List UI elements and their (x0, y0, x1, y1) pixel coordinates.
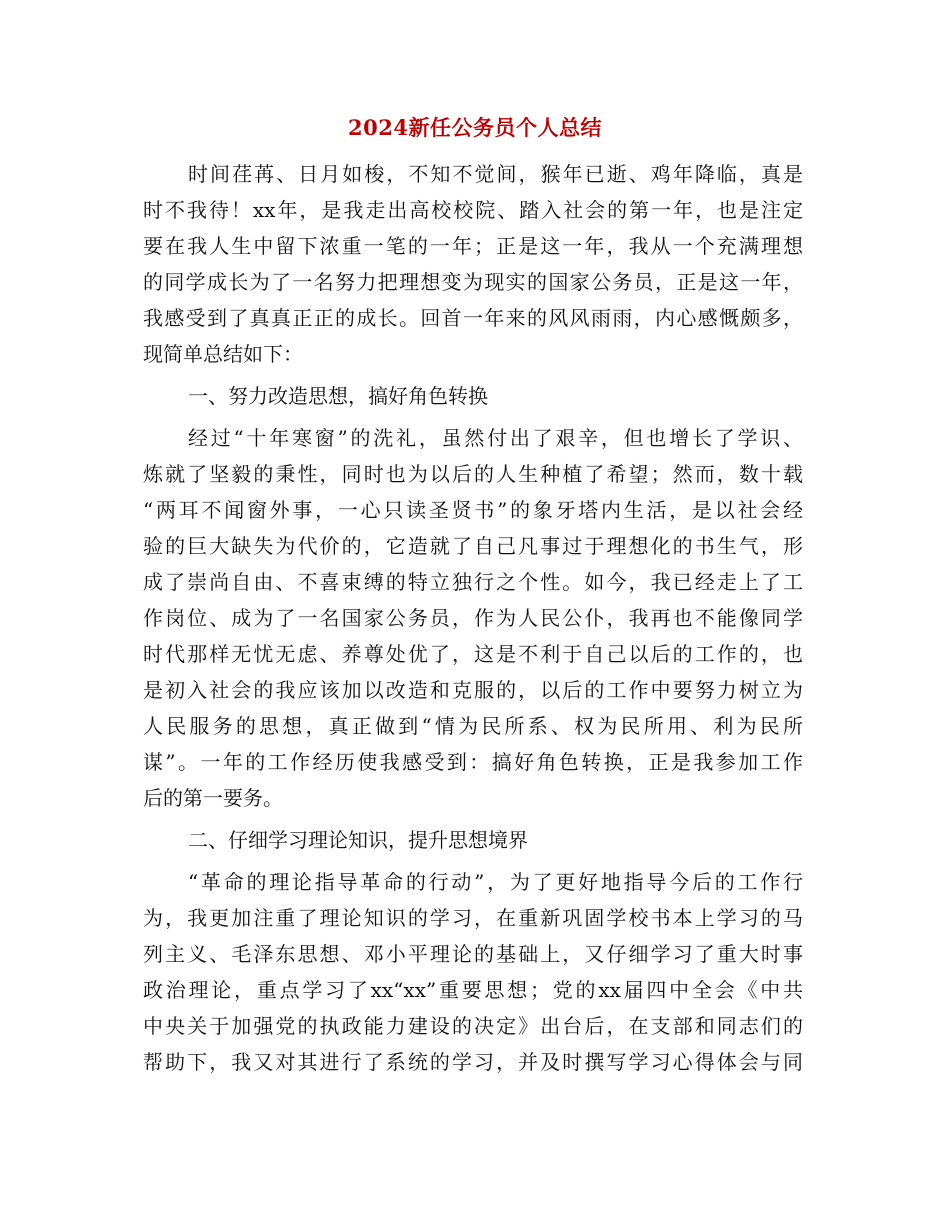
paragraph-line: 经过“十年寒窗”的洗礼，虽然付出了艰辛，但也增长了学识、 (188, 426, 803, 450)
section-heading: 一、努力改造思想，搞好角色转换 (188, 384, 488, 408)
paragraph-line: 的同学成长为了一名努力把理想变为现实的国家公务员，正是这一年， (143, 270, 803, 294)
paragraph-line: “两耳不闻窗外事，一心只读圣贤书”的象牙塔内生活，是以社会经 (143, 498, 803, 522)
paragraph-line: 为，我更加注重了理论知识的学习，在重新巩固学校书本上学习的马 (143, 906, 803, 930)
paragraph-line: “革命的理论指导革命的行动”，为了更好地指导今后的工作行 (188, 870, 803, 894)
paragraph-line: 验的巨大缺失为代价的，它造就了自己凡事过于理想化的书生气，形 (143, 534, 803, 558)
paragraph-line: 时不我待！xx年，是我走出高校校院、踏入社会的第一年，也是注定 (143, 198, 803, 222)
paragraph-line: 是初入社会的我应该加以改造和克服的，以后的工作中要努力树立为 (143, 678, 803, 702)
paragraph-line: 我感受到了真真正正的成长。回首一年来的风风雨雨，内心感慨颇多， (143, 306, 803, 330)
paragraph-line: 要在我人生中留下浓重一笔的一年；正是这一年，我从一个充满理想 (143, 234, 803, 258)
paragraph-line: 谋”。一年的工作经历使我感受到：搞好角色转换，正是我参加工作 (143, 750, 803, 774)
paragraph-line: 时代那样无忧无虑、养尊处优了，这是不利于自己以后的工作的，也 (143, 642, 803, 666)
paragraph-line: 帮助下，我又对其进行了系统的学习，并及时撰写学习心得体会与同 (143, 1050, 803, 1074)
paragraph-line: 政治理论，重点学习了xx“xx”重要思想；党的xx届四中全会《中共 (143, 978, 803, 1002)
paragraph-line: 作岗位、成为了一名国家公务员，作为人民公仆，我再也不能像同学 (143, 606, 803, 630)
paragraph-line: 中央关于加强党的执政能力建设的决定》出台后，在支部和同志们的 (143, 1014, 803, 1038)
paragraph-line: 炼就了坚毅的秉性，同时也为以后的人生种植了希望；然而，数十载 (143, 462, 803, 486)
paragraph-line: 时间荏苒、日月如梭，不知不觉间，猴年已逝、鸡年降临，真是 (188, 162, 803, 186)
paragraph-line: 后的第一要务。 (143, 786, 283, 810)
paragraph-line: 人民服务的思想，真正做到“情为民所系、权为民所用、利为民所 (143, 714, 803, 738)
document-title: 2024新任公务员个人总结 (348, 115, 602, 140)
paragraph-line: 列主义、毛泽东思想、邓小平理论的基础上，又仔细学习了重大时事 (143, 942, 803, 966)
section-heading: 二、仔细学习理论知识，提升思想境界 (188, 828, 528, 852)
paragraph-line: 成了崇尚自由、不喜束缚的特立独行之个性。如今，我已经走上了工 (143, 570, 803, 594)
paragraph-line: 现简单总结如下： (143, 342, 303, 366)
